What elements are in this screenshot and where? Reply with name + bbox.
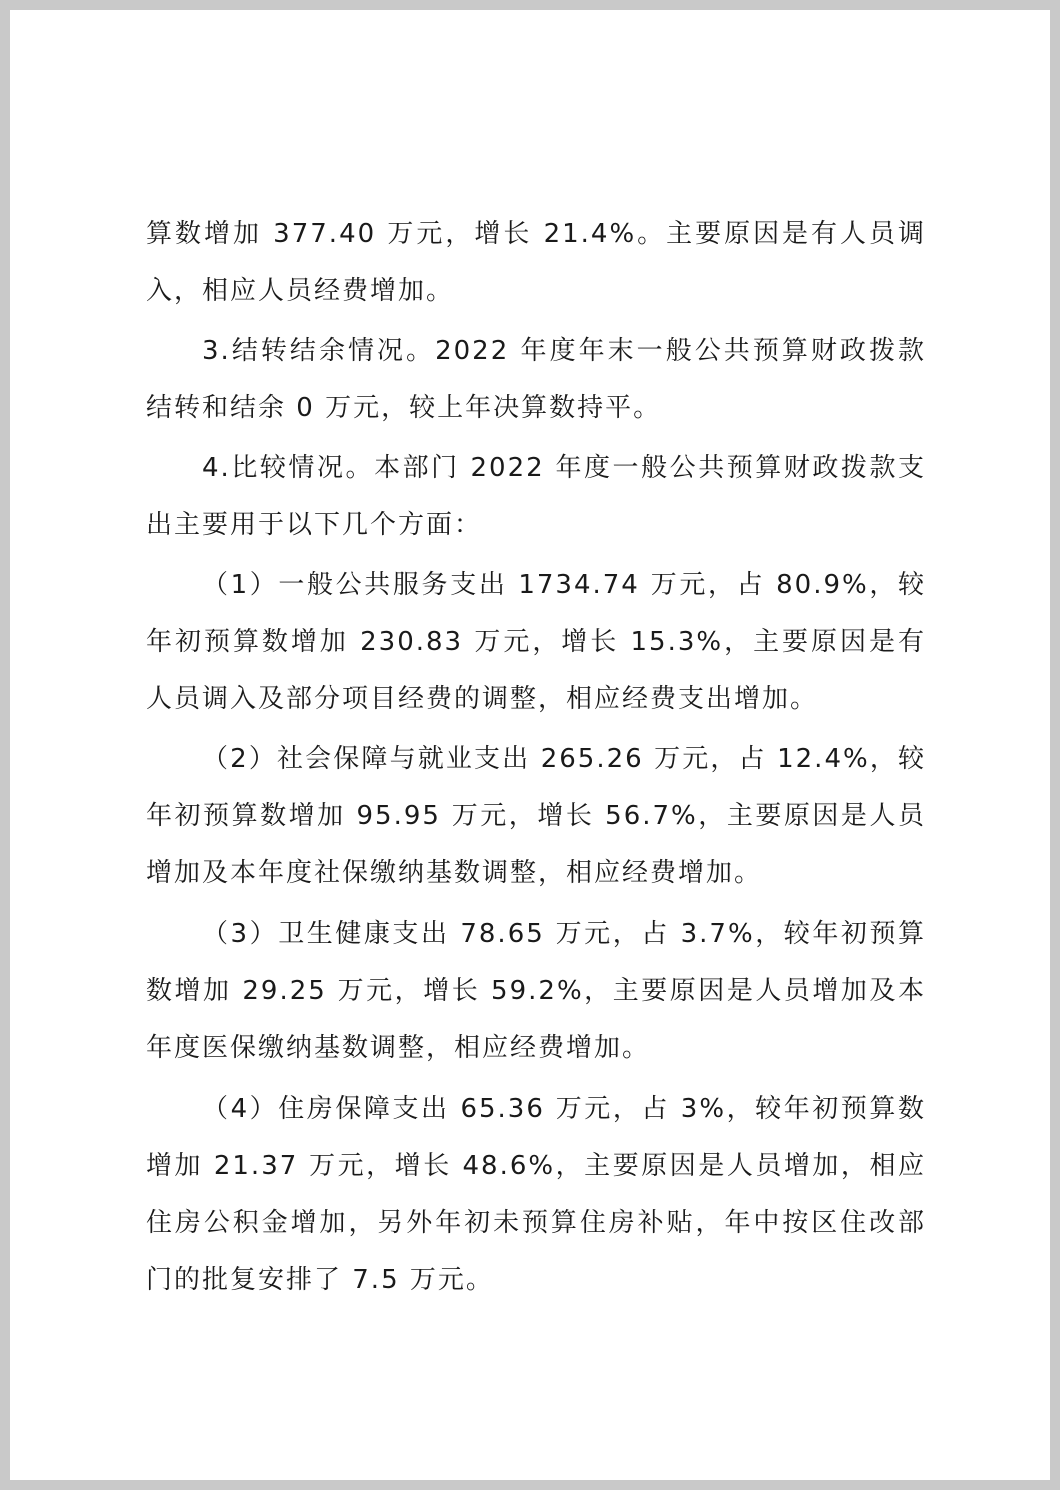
paragraph-carryover: 3.结转结余情况。2022 年度年末一般公共预算财政拨款结转和结余 0 万元，较上年决算数持平。 <box>146 336 926 423</box>
paragraph-item-2: （2）社会保障与就业支出 265.26 万元，占 12.4%，较年初预算数增加 95.95 万元，增长 56.7%，主要原因是人员增加及本年度社保缴纳基数调整，相应经费增加。 <box>146 744 926 888</box>
paragraph-item-3: （3）卫生健康支出 78.65 万元，占 3.7%，较年初预算数增加 29.25 万元，增长 59.2%，主要原因是人员增加及本年度医保缴纳基数调整，相应经费增加。 <box>146 919 926 1063</box>
document-body <box>146 206 926 1309</box>
paragraph-comparison: 4.比较情况。本部门 2022 年度一般公共预算财政拨款支出主要用于以下几个方面： <box>146 453 926 540</box>
paragraph-item-4: （4）住房保障支出 65.36 万元，占 3%，较年初预算数增加 21.37 万元，增长 48.6%，主要原因是人员增加，相应住房公积金增加，另外年初未预算住房补贴，年中按区住改部门的批复安排了 7.5 万元。 <box>146 1094 926 1295</box>
document-page <box>10 10 1050 1480</box>
paragraph-continuation: 算数增加 377.40 万元，增长 21.4%。主要原因是有人员调入，相应人员经费增加。 <box>146 219 926 306</box>
paragraph-item-1: （1）一般公共服务支出 1734.74 万元，占 80.9%，较年初预算数增加 230.83 万元，增长 15.3%，主要原因是有人员调入及部分项目经费的调整，相应经费支出增加。 <box>146 570 926 714</box>
